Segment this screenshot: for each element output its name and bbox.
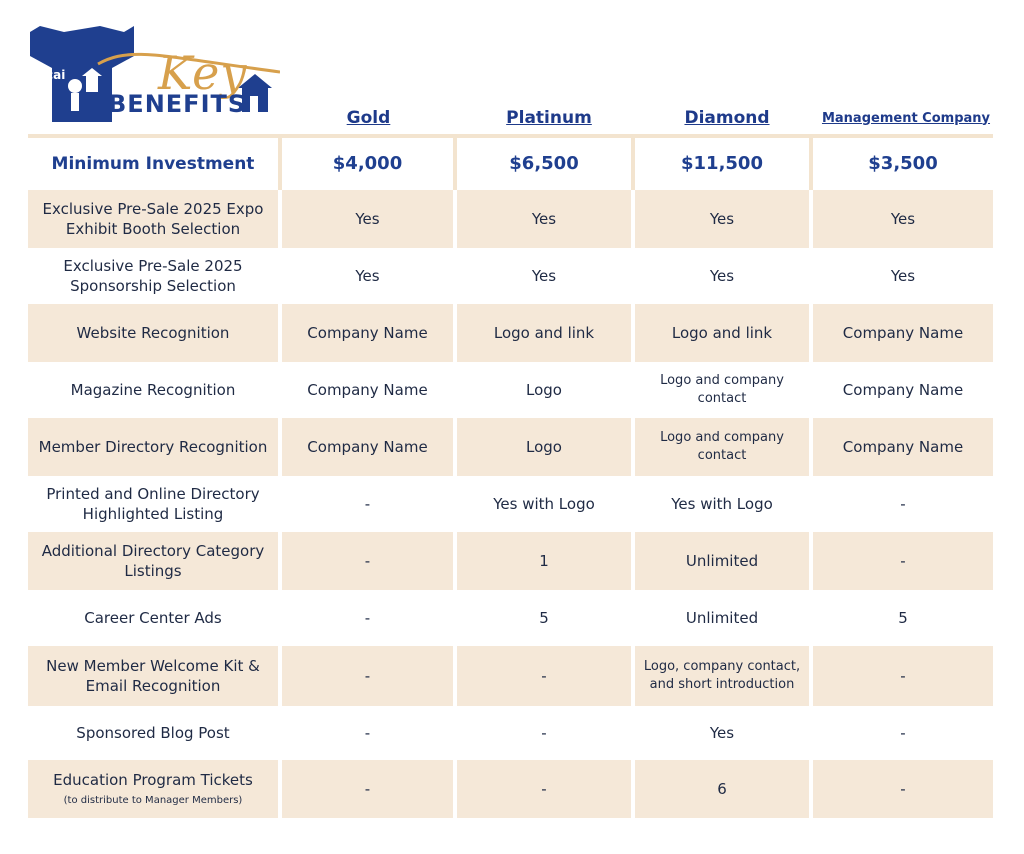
cell-management-company: Company Name (809, 304, 993, 362)
cell-diamond: Logo and company contact (631, 418, 809, 476)
row-label: Exclusive Pre-Sale 2025 Sponsorship Selection (28, 248, 278, 304)
cell-management-company: - (809, 646, 993, 706)
cell-diamond: Yes with Logo (631, 476, 809, 532)
cell-diamond: Unlimited (631, 590, 809, 646)
table-row (28, 304, 993, 362)
logo-key-text: Key (158, 46, 248, 100)
cell-gold: Yes (278, 248, 453, 304)
table-row (28, 706, 993, 760)
cell-management-company: Company Name (809, 362, 993, 418)
cell-gold: - (278, 532, 453, 590)
table-row (28, 362, 993, 418)
row-label: Exclusive Pre-Sale 2025 Expo Exhibit Booth Selection (28, 190, 278, 248)
table-row (28, 190, 993, 248)
table-row (28, 590, 993, 646)
cell-platinum: Yes with Logo (453, 476, 631, 532)
cai-key-benefits-logo (30, 26, 280, 130)
cell-management-company: - (809, 760, 993, 818)
table-row (28, 248, 993, 304)
cell-diamond: Logo, company contact, and short introduction (631, 646, 809, 706)
cell-management-company: Company Name (809, 418, 993, 476)
logo-benefits-text: BENEFITS (108, 90, 247, 118)
cell-gold: Company Name (278, 418, 453, 476)
cell-management-company: - (809, 706, 993, 760)
table-row (28, 646, 993, 706)
cell-diamond: 6 (631, 760, 809, 818)
tier-header-diamond: Diamond (684, 108, 770, 128)
cell-gold: - (278, 590, 453, 646)
cell-diamond: Yes (631, 248, 809, 304)
row-label: Career Center Ads (28, 590, 278, 646)
row-label: Member Directory Recognition (28, 418, 278, 476)
cell-platinum: Yes (453, 248, 631, 304)
table-row-minimum-investment (28, 138, 993, 190)
price-platinum: $6,500 (453, 138, 631, 190)
tier-header-gold: Gold (346, 108, 391, 128)
tier-header-management-company: Management Company (821, 110, 991, 126)
cell-platinum: Logo and link (453, 304, 631, 362)
cell-diamond: Yes (631, 706, 809, 760)
cell-platinum: Logo (453, 418, 631, 476)
price-gold: $4,000 (278, 138, 453, 190)
row-label: Magazine Recognition (28, 362, 278, 418)
row-label: Website Recognition (28, 304, 278, 362)
cell-gold: Company Name (278, 362, 453, 418)
cell-platinum: - (453, 706, 631, 760)
cell-gold: Yes (278, 190, 453, 248)
cell-platinum: Logo (453, 362, 631, 418)
cell-diamond: Logo and company contact (631, 362, 809, 418)
cell-diamond: Unlimited (631, 532, 809, 590)
logo-cai-text: cai (46, 68, 66, 82)
row-label: New Member Welcome Kit & Email Recognition (28, 646, 278, 706)
row-label: Additional Directory Category Listings (28, 532, 278, 590)
price-diamond: $11,500 (631, 138, 809, 190)
cell-platinum: - (453, 646, 631, 706)
cell-management-company: - (809, 532, 993, 590)
cell-management-company: Yes (809, 248, 993, 304)
row-label: Minimum Investment (28, 138, 278, 190)
table-row (28, 418, 993, 476)
cell-diamond: Yes (631, 190, 809, 248)
cell-gold: - (278, 476, 453, 532)
cell-platinum: 5 (453, 590, 631, 646)
cell-management-company: - (809, 476, 993, 532)
cell-gold: - (278, 646, 453, 706)
cell-gold: - (278, 760, 453, 818)
row-label: Sponsored Blog Post (28, 706, 278, 760)
cell-platinum: - (453, 760, 631, 818)
row-sublabel: (to distribute to Manager Members) (63, 795, 243, 807)
table-row (28, 476, 993, 532)
cell-management-company: 5 (809, 590, 993, 646)
row-label (28, 760, 278, 818)
price-management-company: $3,500 (809, 138, 993, 190)
cell-management-company: Yes (809, 190, 993, 248)
tier-header-platinum: Platinum (506, 108, 592, 128)
benefits-table (28, 138, 993, 818)
cell-platinum: Yes (453, 190, 631, 248)
row-label-main: Education Program Tickets (53, 771, 253, 790)
cell-gold: Company Name (278, 304, 453, 362)
table-row (28, 532, 993, 590)
table-row (28, 760, 993, 818)
cell-gold: - (278, 706, 453, 760)
row-label: Printed and Online Directory Highlighted Listing (28, 476, 278, 532)
cell-platinum: 1 (453, 532, 631, 590)
cell-diamond: Logo and link (631, 304, 809, 362)
